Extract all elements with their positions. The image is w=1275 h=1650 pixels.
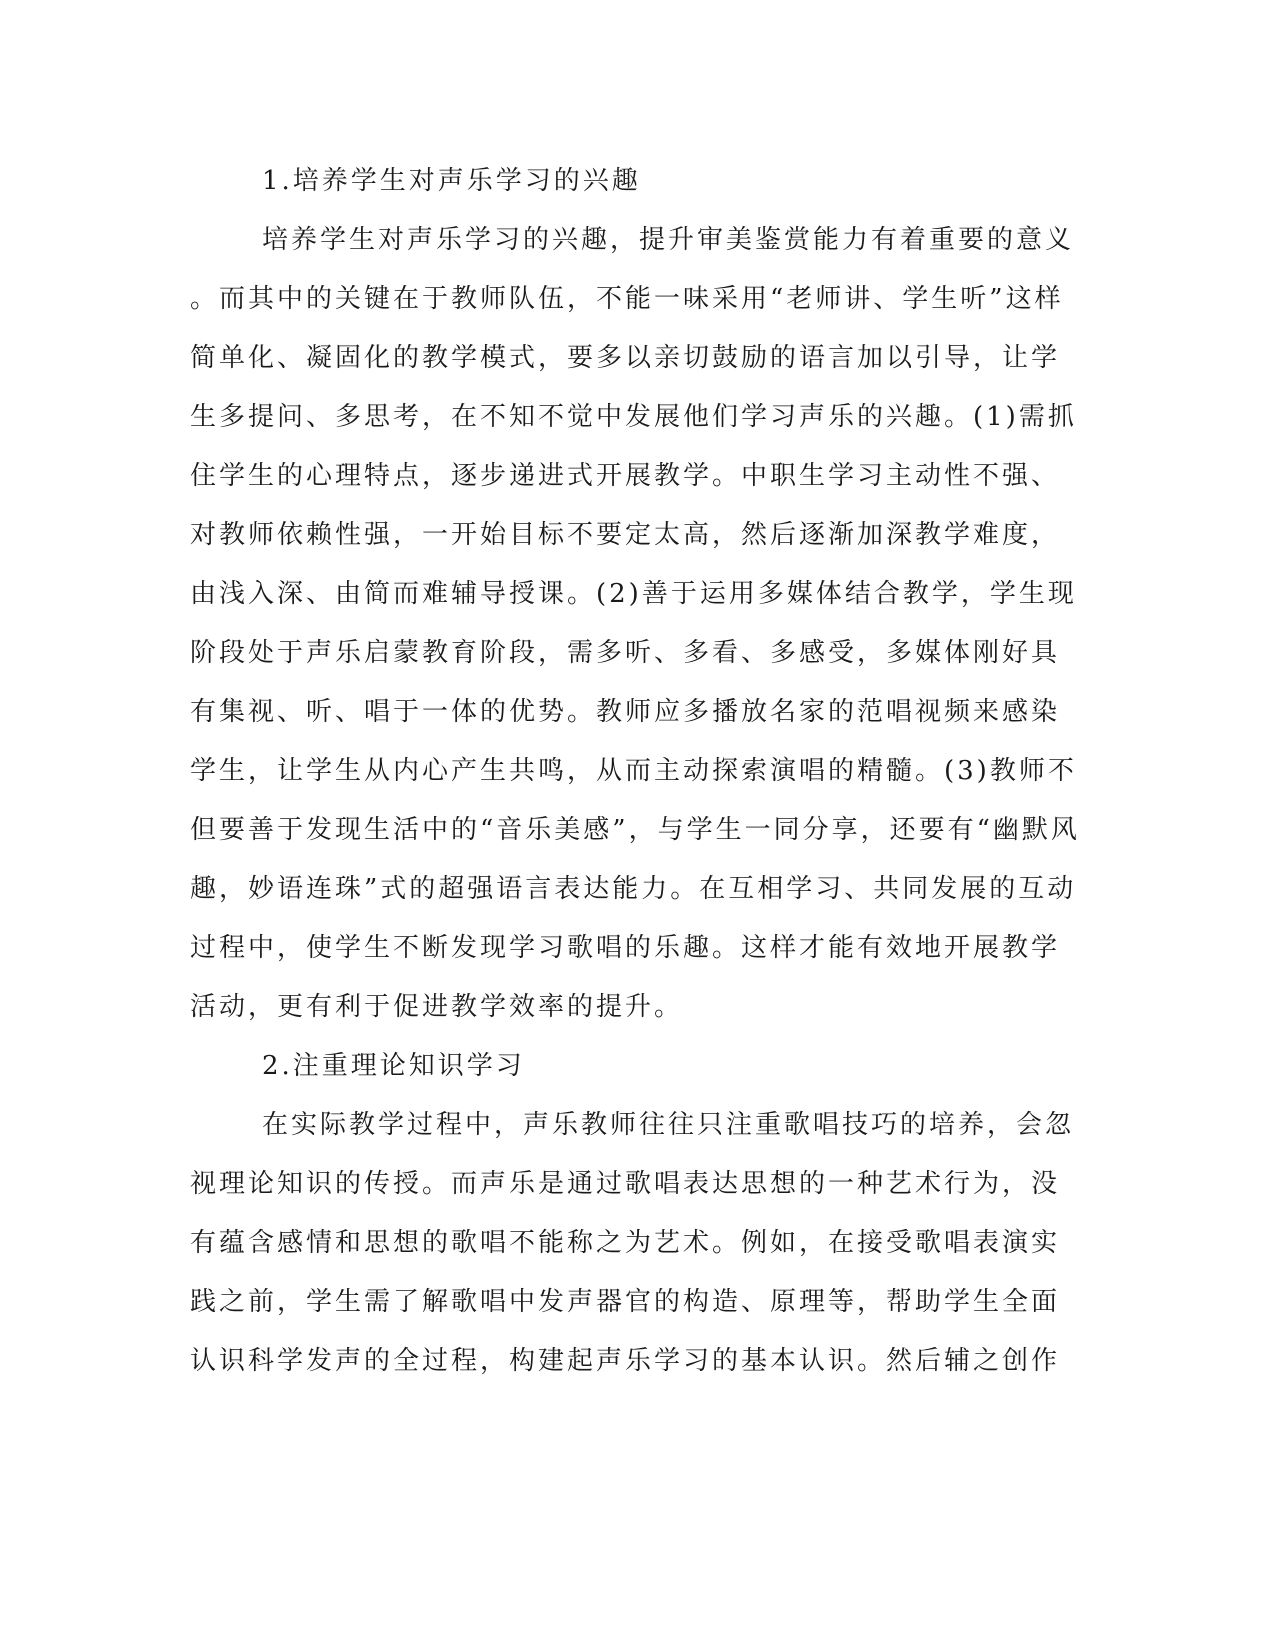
paragraph-line: 培养学生对声乐学习的兴趣，提升审美鉴赏能力有着重要的意义 bbox=[262, 225, 1075, 255]
paragraph-line: 视理论知识的传授。而声乐是通过歌唱表达思想的一种艺术行为，没 bbox=[190, 1169, 1061, 1199]
paragraph-line: 趣，妙语连珠”式的超强语言表达能力。在互相学习、共同发展的互动 bbox=[190, 874, 1077, 904]
paragraph-line: 有集视、听、唱于一体的优势。教师应多播放名家的范唱视频来感染 bbox=[190, 697, 1061, 727]
paragraph-line: 践之前，学生需了解歌唱中发声器官的构造、原理等，帮助学生全面 bbox=[190, 1287, 1061, 1317]
paragraph-line: 学生，让学生从内心产生共鸣，从而主动探索演唱的精髓。(3)教师不 bbox=[190, 756, 1077, 786]
paragraph-line: 对教师依赖性强，一开始目标不要定太高，然后逐渐加深教学难度， bbox=[190, 520, 1061, 550]
paragraph-line: 在实际教学过程中，声乐教师往往只注重歌唱技巧的培养，会忽 bbox=[262, 1110, 1075, 1140]
paragraph-line: 住学生的心理特点，逐步递进式开展教学。中职生学习主动性不强、 bbox=[190, 461, 1061, 491]
paragraph-line: 活动，更有利于促进教学效率的提升。 bbox=[190, 992, 684, 1022]
paragraph-line: 阶段处于声乐启蒙教育阶段，需多听、多看、多感受，多媒体刚好具 bbox=[190, 638, 1061, 668]
paragraph-line: 简单化、凝固化的教学模式，要多以亲切鼓励的语言加以引导，让学 bbox=[190, 343, 1061, 373]
section-heading-1: 1.培养学生对声乐学习的兴趣 bbox=[262, 166, 641, 196]
paragraph-line: 生多提问、多思考，在不知不觉中发展他们学习声乐的兴趣。(1)需抓 bbox=[190, 402, 1077, 432]
paragraph-line: 有蕴含感情和思想的歌唱不能称之为艺术。例如，在接受歌唱表演实 bbox=[190, 1228, 1061, 1258]
section-heading-2: 2.注重理论知识学习 bbox=[262, 1051, 525, 1081]
paragraph-line: 。而其中的关键在于教师队伍，不能一味采用“老师讲、学生听”这样 bbox=[190, 284, 1064, 314]
paragraph-line: 认识科学发声的全过程，构建起声乐学习的基本认识。然后辅之创作 bbox=[190, 1346, 1061, 1376]
paragraph-line: 但要善于发现生活中的“音乐美感”，与学生一同分享，还要有“幽默风 bbox=[190, 815, 1080, 845]
paragraph-line: 由浅入深、由简而难辅导授课。(2)善于运用多媒体结合教学，学生现 bbox=[190, 579, 1077, 609]
paragraph-line: 过程中，使学生不断发现学习歌唱的乐趣。这样才能有效地开展教学 bbox=[190, 933, 1061, 963]
